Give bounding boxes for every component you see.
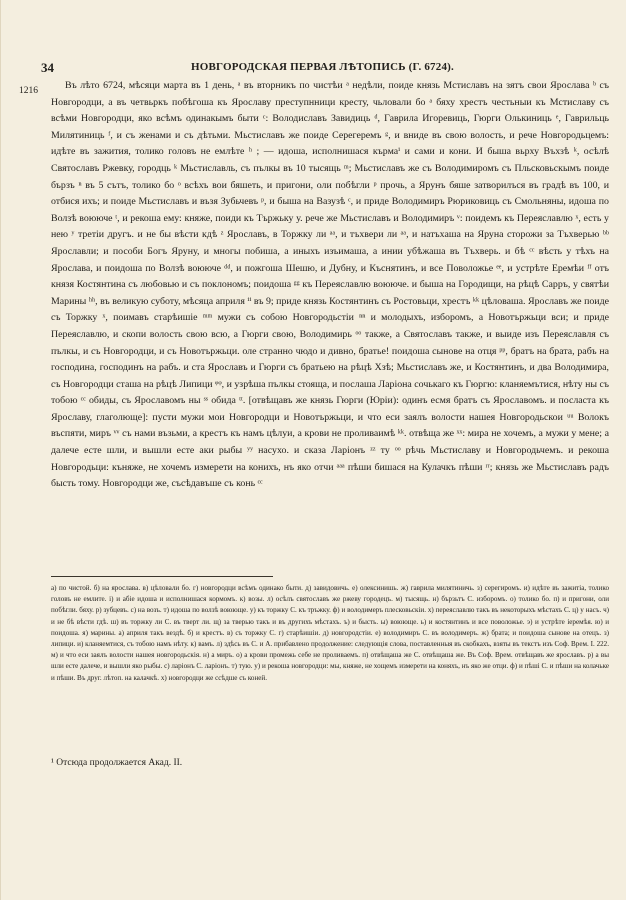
year-margin-note: 1216: [19, 86, 38, 96]
main-paragraph: Въ лѣто 6724, мѣсяци марта въ 1 день, ᵃ въ вторникъ по чистѣи ᵃ недѣли, поиде князь Мстиславъ на зятъ свои Ярослава ᵇ съ Новгородци, а въ четвьркъ побѣгоша къ Ярославу преступнници кресту, чьловали бо ᵃ бяху хрестъ честьныи къ Мстиславу съ всѣми Новгородци, яко всѣмъ одинакымъ быти ᶜ: Володиславъ Завидиць ᵈ, Гаврила Игоревиць, Гюрги Олькиниць ᵉ, Гаврильць Милятиниць ᶠ, и съ женами и съ дѣтьми. Мьстиславъ же поиде Серегеремъ ᵍ, и вниде въ свою волость, и рече Новгородьцемъ: идѣте въ зажития, толико головъ не емлѣте ʰ ; — идоша, исполнишася кърмаⁱ и сами и кони. И быша вьрху Въхзѣ ᵏ, осѣлѣ Святославъ Ржевку, городць ᵏ Мьстиславль, съ пълкы въ 10 тысящь ᵐ; Мьстиславъ же съ Володимиромъ съ Пльсковьскымъ поиде бързъ ⁿ въ 5 сътъ, толико бо ᵒ всѣхъ вои бяшеть, и пригони, оли побѣгли ᵖ прочь, а Ярунъ бяше затворилъся въ градѣ въ 100, и отбися ихъ; и поиде Мьстиславъ и възя Зубьчевъ ᵖ, и быша на Вазузѣ ᶜ, и приде Володимиръ Рюриковиць съ Смольняны, идоша по Волзѣ воююче ᵗ, и рекоша ему: княже, поиди къ Тържьку у. рече же Мьстиславъ и Володимиръ ᵛ: поидемъ къ Переяславлю ˣ, есть у нею ʸ третiи другъ. и не бы вѣсти кдѣ ᶻ Ярославъ, в Торжку ли ᵃᵃ, и тъхвери ли ᵃᵃ, и натъхаша на Яруна сторожи за Тъхверью ᵇᵇ Ярославли; и пособи Богъ Яруну, и многы побиша, а иныхъ изъимаша, а инии убѣжаша въ Тъхверь. и бѣ ᶜᶜ вѣсть у тѣхъ на Ярослава, и поидоша по Волзѣ воююче ᵈᵈ, и пожгоша Шешю, и Дубну, и Къснятинъ, и все Поволожье ᵉᵉ, и устрѣте Еремѣи ᶠᶠ отъ князя Костянтина съ любовью и съ поклономъ; поидоша ᵍᵍ къ Переяславлю воююче. и быша на Городищи, на рѣцѣ Сарръ, у святѣи Марины ʰʰ, въ великую суботу, мѣсяца априля ⁱⁱ въ 9; приде князь Костянтинъ съ Ростовьци, хрестъ ᵏᵏ цѣловаша. Ярославъ же поиде съ Торжку ˣ, поимавъ старѣишiе ᵐᵐ мужи съ собою Новгородьстiи ⁿⁿ и молодыхъ, изборомъ, а Новотържьци вси; и приде Переяславлю, и скопи волость свою всю, а Гюрги свою, Володимирь ᵒᵒ также, а Святославъ также, и выиде изъ Переяславля съ пълкы, и съ Новгородци, и съ Новотържьци. оле странно чюдо и дивно, братье! поидоша сынове на отця ᵖᵖ, братъ на брата, рабъ на господина, господинъ на рабъ. и ста Ярославъ и Гюрги съ братьею на рѣцѣ Хзѣ; Мьстиславъ же, и Костянтинъ, и два Володимира, съ Новгородци сташа на рѣцѣ Липици ᵠᵠ, и узрѣша пълкы стоящa, и послаша Ларiона сочькаго къ Гюргю: кланяемътися, нѣту ны съ тобою ᶜᶜ обиды, съ Ярославомъ ны ˢˢ обида ᵗᵗ. [отвѣщавъ же князь Гюрги (Юрiи): одинъ есмя братъ съ Ярославомъ. и посласта къ Ярославу, глаголюще]: пусти мужи мои Новгородци и Новотържьци, и что еси заялъ волости нашея Новгородьскои ᵘᵘ Волокъ въспяти, миръ ᵛᵛ съ нами възьми, а крестъ къ намъ цѣлуи, а крови не проливаимѣ ᵏᵏ. отвѣща же ˣˣ: мира не хочемъ, а мужи у мене; а далече есте шли, и вышли есте аки рыбы ʸʸ насухо. и сказа Ларiонъ ᶻᶻ ту ᵒᵒ рѣчь Мьстиславу и Новгородьчемъ. и рекоша Новгородьци: къняже, не хочемъ измерети на конихъ, нъ яко отчи ᵃᵃᵃ пѣши бишася на Кулачкъ пѣши ʳʳ; князь же Мьстиславъ радъ бысть тому. Новгородци же, съсѣдавъше съ конь ᶜᶜ: [51, 80, 609, 490]
running-title: НОВГОРОДСКАЯ ПЕРВАЯ ЛѢТОПИСЬ (Г. 6724).: [191, 61, 454, 73]
main-text: [51, 78, 609, 493]
page-number: 34: [41, 60, 54, 75]
footnote: ¹ Отсюда продолжается Акад. II.: [51, 758, 183, 768]
variant-notes: [51, 583, 609, 684]
footnote-rule: [51, 576, 273, 577]
variant-notes-text: a) по чистой. б) на ярослава. в) цѣловали бо. г) новгородци всѣмъ одинако быти. д) завидовичь. е) олексинишь. ж) гаврила милятиничь. з) серегиромъ. и) идѣте въ зажитiа, толико головъ не емлите. i) и абiе идоша и исполнишася кормомъ. к) возы. л) осѣлъ святославъ же ржеву городецъ. м) тысящь. н) бързьтъ С. изборомъ. о) толико бо. п) и пригони, оли побѣгли. бяху. р) зубцевъ. с) на возъ. т) идоша по волзѣ воююще. у) къ торжку С. къ тръжку. ф) и володимеръ плесковьскiи. х) переяславлю такъ въ некоторыхъ мѣстахъ С. ц) у насъ. ч) и не бѣ вѣсти гдѣ. ш) въ торжку ли С. въ тверт ли. щ) за тверью такъ и въ другихъ мѣстахъ. ъ) и бысть. ы) воююще. ь) и костянтинъ и все поволожье. э) и устрѣте iеремѣя. ю) и поидоша. я) марины. а) априля такъ вездѣ. б) и крестъ. в) съ торжку С. г) старѣишiи. д) новгородстiи. е) володимиръ С. въ володимеръ. ж) брата; и поидоша сынове на отецъ. з) липици. и) кланяемтися, съ тобою намъ нѣту. к) вамъ. л) здѣсь въ С. и А. прибавлено продолжение: следующiя слова, поставленныя въ скобкахъ, взяты въ текстъ изъ Соф. Врем. I. 222. м) и что еси заялъ волости нашея новгородьскiя. н) а миръ. о) а крови промежь себе не проливаемъ. п) отвѣщаша же С. отвѣщаша же. Въ Соф. Врем. отвѣщавъ же ярославъ. р) а вы шли есте далече, и вышли яко рыбы. с) ларiонъ С. ларiонъ. т) тую. у) и рекоша новгородци: мы, княже, не хощемъ измерети на коняхъ, нъ яко же отци. ф) и пѣшi С. и пѣши на колачьке и пѣши. Въ друг. лѣтоп. на калачкѣ. х) новгородци же ссѣдше съ коней.: [51, 584, 609, 682]
